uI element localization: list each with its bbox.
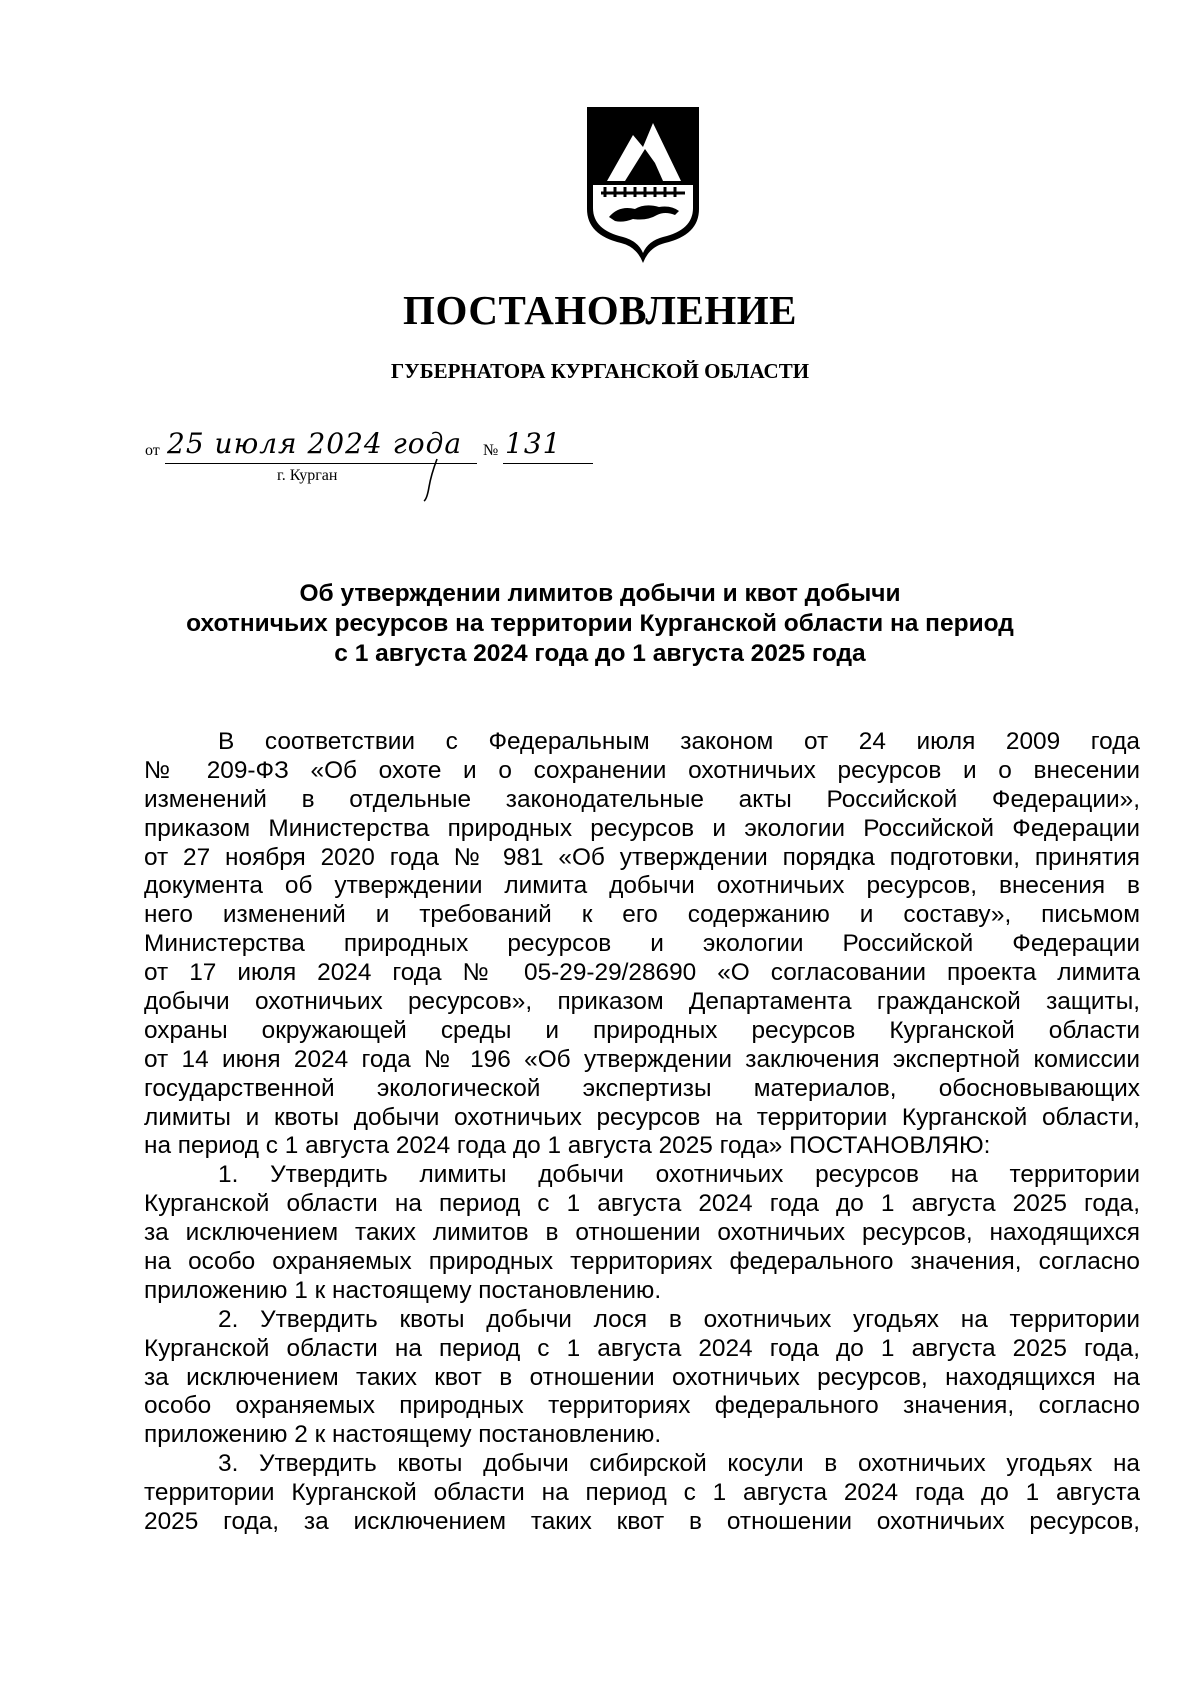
body-line: него изменений и требований к его содержанию и составу», письмом bbox=[144, 901, 1140, 929]
number-label: № bbox=[483, 442, 499, 459]
body-line: добычи охотничьих ресурсов», приказом Департамента гражданской защиты, bbox=[144, 988, 1140, 1016]
body-line: государственной экологической экспертизы материалов, обосновывающих bbox=[144, 1074, 1140, 1102]
coat-of-arms-icon bbox=[585, 105, 701, 263]
body-line: 2025 года, за исключением таких квот в отношении охотничьих ресурсов, bbox=[144, 1508, 1140, 1536]
document-body bbox=[144, 728, 1140, 1537]
body-line: территории Курганской области на период с 1 августа 2024 года до 1 августа bbox=[144, 1479, 1140, 1507]
title-line: с 1 августа 2024 года до 1 августа 2025 года bbox=[334, 640, 866, 667]
body-line: за исключением таких квот в отношении охотничьих ресурсов, находящихся на bbox=[144, 1363, 1140, 1391]
date-number-line bbox=[145, 427, 665, 515]
title-line: охотничьих ресурсов на территории Курганской области на период bbox=[186, 610, 1014, 637]
number-underline bbox=[503, 463, 593, 464]
title-line: Об утверждении лимитов добычи и квот добычи bbox=[299, 580, 901, 607]
body-line: за исключением таких лимитов в отношении охотничьих ресурсов, находящихся bbox=[144, 1219, 1140, 1247]
city-label: г. Курган bbox=[277, 467, 338, 484]
body-line: В соответствии с Федеральным законом от 24 июля 2009 года bbox=[218, 728, 1140, 755]
body-line: приложению 1 к настоящему постановлению. bbox=[144, 1276, 662, 1304]
handwritten-number: 131 bbox=[505, 427, 562, 460]
body-line: от 27 ноября 2020 года № 981 «Об утверждении порядка подготовки, принятия bbox=[144, 843, 1140, 871]
issuer-heading: ГУБЕРНАТОРА КУРГАНСКОЙ ОБЛАСТИ bbox=[390, 359, 810, 383]
body-line: Курганской области на период с 1 августа 2024 года до 1 августа 2025 года, bbox=[144, 1334, 1140, 1362]
body-line: приложению 2 к настоящему постановлению. bbox=[144, 1421, 662, 1449]
body-line: приказом Министерства природных ресурсов и экологии Российской Федерации bbox=[144, 814, 1140, 842]
body-line: особо охраняемых природных территориях федерального значения, согласно bbox=[144, 1392, 1140, 1420]
body-line: на особо охраняемых природных территориях федерального значения, согласно bbox=[144, 1248, 1140, 1276]
body-line: 3. Утвердить квоты добычи сибирской косули в охотничьих угодьях на bbox=[218, 1450, 1140, 1478]
body-line: охраны окружающей среды и природных ресурсов Курганской области bbox=[144, 1016, 1140, 1044]
document-type-heading: ПОСТАНОВЛЕНИЕ bbox=[403, 287, 797, 333]
body-line: № 209-ФЗ «Об охоте и о сохранении охотничьих ресурсов и о внесении bbox=[144, 756, 1140, 784]
signature-stroke-icon bbox=[421, 457, 443, 503]
body-line: 1. Утвердить лимиты добычи охотничьих ресурсов на территории bbox=[218, 1161, 1140, 1189]
body-line: Министерства природных ресурсов и экологии Российской Федерации bbox=[144, 930, 1140, 958]
body-line: от 17 июля 2024 года № 05-29-29/28690 «О согласовании проекта лимита bbox=[144, 959, 1140, 987]
body-line: изменений в отдельные законодательные акты Российской Федерации», bbox=[144, 785, 1140, 813]
handwritten-date: 25 июля 2024 года bbox=[167, 427, 463, 460]
body-line: лимиты и квоты добычи охотничьих ресурсов на территории Курганской области, bbox=[144, 1103, 1140, 1131]
body-line: документа об утверждении лимита добычи охотничьих ресурсов, внесения в bbox=[144, 872, 1140, 900]
body-line: Курганской области на период с 1 августа 2024 года до 1 августа 2025 года, bbox=[144, 1190, 1140, 1218]
date-from-label: от bbox=[145, 442, 160, 459]
body-line: на период с 1 августа 2024 года до 1 августа 2025 года» ПОСТАНОВЛЯЮ: bbox=[144, 1132, 991, 1160]
document-title bbox=[0, 579, 1200, 669]
body-line: от 14 июня 2024 года № 196 «Об утверждении заключения экспертной комиссии bbox=[144, 1045, 1140, 1073]
body-line: 2. Утвердить квоты добычи лося в охотничьих угодьях на территории bbox=[218, 1305, 1140, 1333]
